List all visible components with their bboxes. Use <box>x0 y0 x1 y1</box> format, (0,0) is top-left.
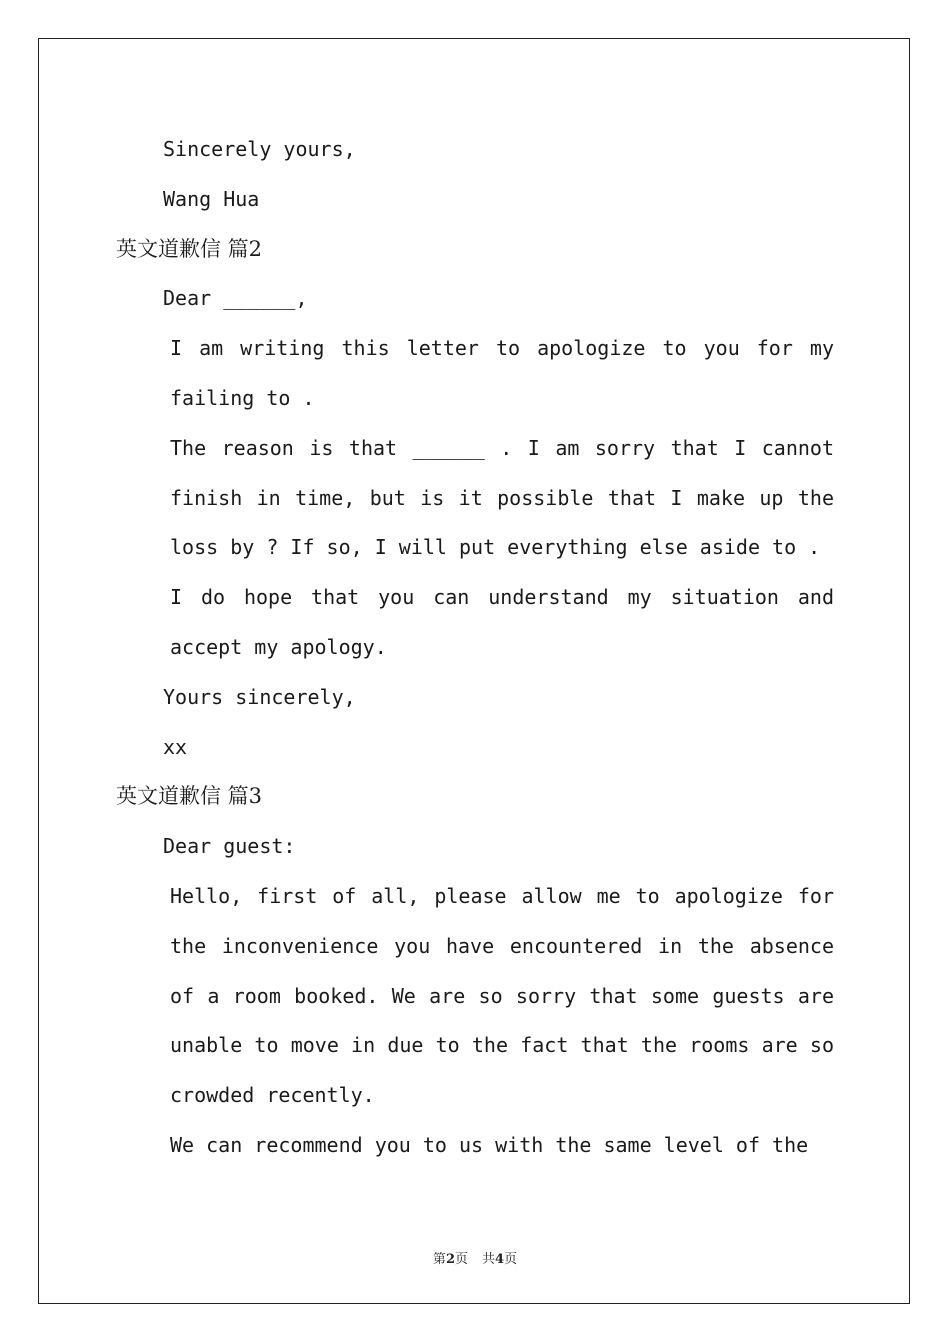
page-number: 2 <box>445 1252 455 1267</box>
total-prefix: 共 <box>482 1252 496 1267</box>
page-footer <box>0 1248 950 1267</box>
body-paragraph: I do hope that you can understand my situation and accept my apology. <box>170 585 834 659</box>
page-suffix: 页 <box>454 1252 468 1267</box>
document-body <box>116 125 834 1171</box>
salutation-line: Dear guest: <box>163 834 296 859</box>
signature-line: Wang Hua <box>163 186 260 211</box>
body-paragraph: I am writing this letter to apologize to you for my failing to . <box>170 336 834 410</box>
body-paragraph: We can recommend you to us with the same level of the <box>170 1132 809 1157</box>
closing-line: Yours sincerely, <box>163 684 356 709</box>
section-heading: 英文道歉信 篇2 <box>116 236 263 261</box>
total-suffix: 页 <box>504 1252 518 1267</box>
closing-line: Sincerely yours, <box>163 137 356 161</box>
salutation-line: Dear ______, <box>163 286 308 311</box>
section-heading: 英文道歉信 篇3 <box>116 784 263 809</box>
body-paragraph: The reason is that ______ . I am sorry that I cannot finish in time, but is it possible that I make up the loss by ? If so, I will put everything else aside to . <box>170 435 834 560</box>
page-total: 4 <box>495 1252 505 1267</box>
signature-line: xx <box>163 734 188 759</box>
page-prefix: 第 <box>432 1252 446 1267</box>
body-paragraph: Hello, first of all, please allow me to apologize for the inconvenience you have encountered in the absence of a room booked. We are so sorry that some guests are unable to move in due to the fact that the rooms are so crowded recently. <box>170 883 834 1108</box>
